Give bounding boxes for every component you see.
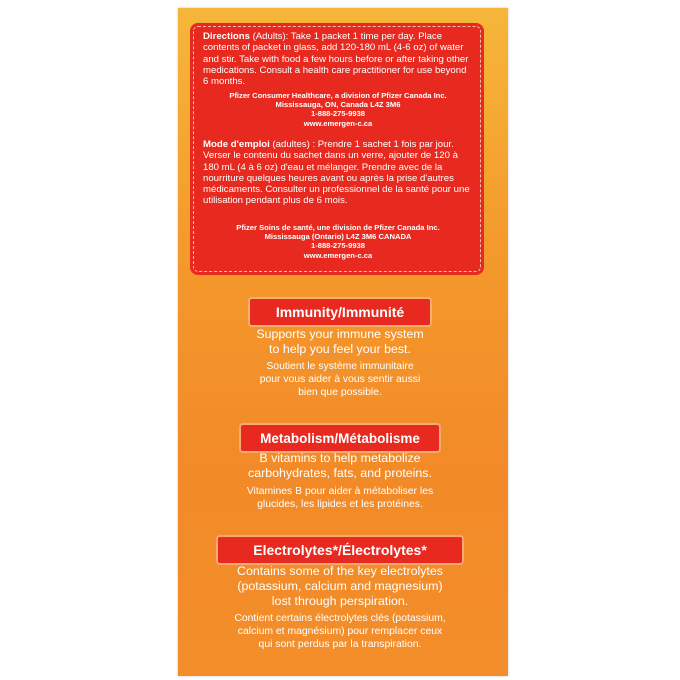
benefit-fr-metabolism xyxy=(190,486,490,512)
benefit-en-immunity xyxy=(190,327,490,357)
benefit-line: qui sont perdus par la transpiration. xyxy=(258,638,422,650)
benefit-line: lost through perspiration. xyxy=(271,594,409,608)
address-fr-line: Mississauga (Ontario) L4Z 3M6 CANADA xyxy=(264,232,412,242)
directions-fr-label: Mode d'emploi xyxy=(203,139,270,150)
benefit-line: Contains some of the key electrolytes xyxy=(237,564,443,578)
address-en-line: Pfizer Consumer Healthcare, a division of Pfizer Canada Inc. xyxy=(229,91,447,100)
benefit-line: calcium et magnésium) pour remplacer ceux xyxy=(237,625,443,637)
directions-en xyxy=(203,31,473,87)
benefit-title-metabolism: Metabolism/Métabolisme xyxy=(241,425,439,451)
address-fr xyxy=(194,223,482,260)
directions-en-text: (Adults): Take 1 packet 1 time per day. Place contents of packet in glass, add 120-180 mL (4-6 oz) of water and stir. Take with food a few hours before or after taking other medications. Consult a health care practitioner for use beyond 6 months. xyxy=(203,31,469,88)
address-en-line: Mississauga, ON, Canada L4Z 3M6 xyxy=(275,100,401,110)
benefit-line: Vitamines B pour aider à métaboliser les xyxy=(246,486,434,497)
benefit-line: carbohydrates, fats, and proteins. xyxy=(248,466,432,480)
address-fr-line: www.emergen-c.ca xyxy=(303,250,373,260)
benefit-line: Supports your immune system xyxy=(256,327,424,341)
benefit-line: bien que possible. xyxy=(298,386,382,398)
address-fr-line: Pfizer Soins de santé, une division de Pfizer Canada Inc. xyxy=(236,223,440,232)
directions-en-label: Directions xyxy=(203,31,250,42)
address-en-line: www.emergen-c.ca xyxy=(303,118,373,128)
directions-panel xyxy=(193,26,481,272)
benefit-fr-electrolytes xyxy=(190,613,490,651)
benefit-title-electrolytes: Electrolytes*/Électrolytes* xyxy=(218,537,462,563)
benefit-line: Soutient le système immunitaire xyxy=(266,361,414,372)
address-en xyxy=(194,91,482,128)
benefit-line: glucides, les lipides et les protéines. xyxy=(257,498,423,510)
benefit-line: (potassium, calcium and magnesium) xyxy=(237,579,443,593)
benefit-line: B vitamins to help metabolize xyxy=(259,451,421,465)
address-fr-line: 1-888-275-9938 xyxy=(310,241,366,251)
benefit-fr-immunity xyxy=(190,361,490,399)
directions-fr xyxy=(203,139,473,207)
benefit-line: Contient certains électrolytes clés (potassium, xyxy=(234,613,446,624)
address-en-line: 1-888-275-9938 xyxy=(310,109,366,119)
benefit-en-electrolytes xyxy=(190,564,490,609)
benefit-line: pour vous aider à vous sentir aussi xyxy=(259,373,421,385)
benefit-title-immunity: Immunity/Immunité xyxy=(250,299,430,325)
benefit-line: to help you feel your best. xyxy=(269,342,411,356)
benefit-en-metabolism xyxy=(190,451,490,481)
directions-fr-text: (adultes) : Prendre 1 sachet 1 fois par jour. Verser le contenu du sachet dans un verre, ajouter de 120 à 180 mL (4 à 6 oz) d'eau et mélanger. Prendre avec de la nourriture quelques heures avant ou après la prise d'autres médicaments. Consulter un professionnel de la santé pour une utilisation pendant plus de 6 mois. xyxy=(203,139,470,207)
